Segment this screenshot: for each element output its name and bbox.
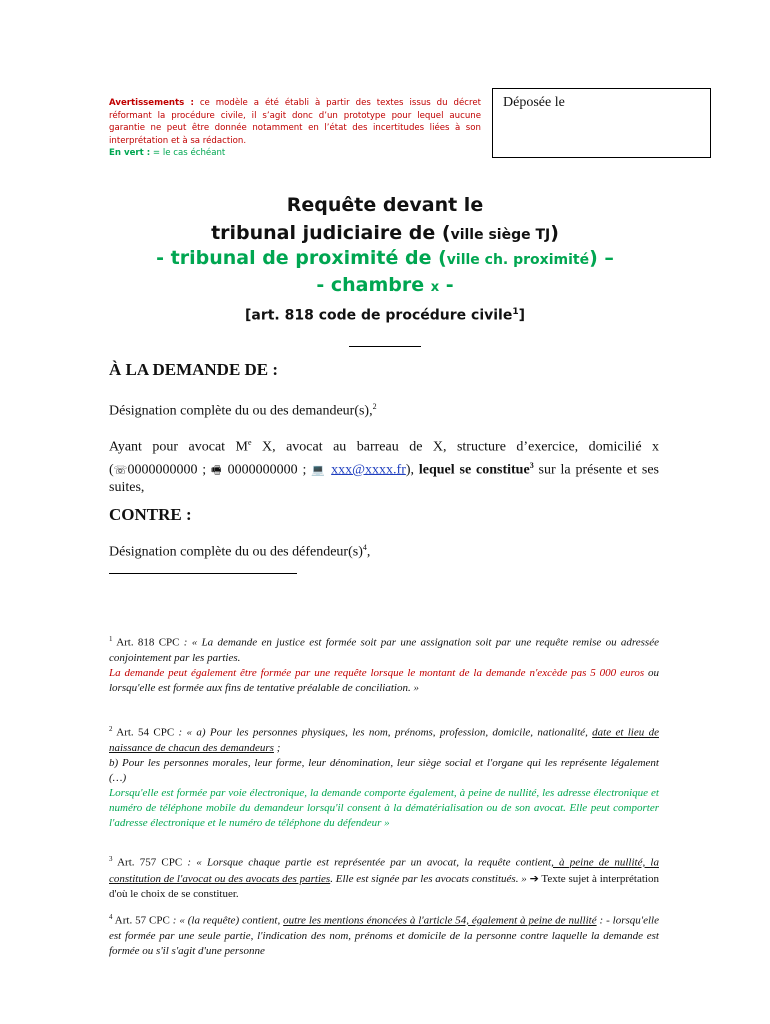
footnote-1-end: ou lorsqu'elle est formée aux fins de tentative préalable de conciliation. »: [109, 666, 660, 694]
footnote-3-text: : « Lorsque chaque partie est représentée par un avocat, la requête contient: [182, 856, 552, 869]
green-legend-label: En vert :: [109, 148, 151, 159]
title-line-1: [0, 194, 770, 216]
footnote-4-text-b: : - lorsqu'elle est formée par une seule partie, l'indication des nom, prénoms et domicile de la personne contre laquelle la demande est formée ou s'il s'agit d'une personne: [109, 914, 659, 957]
title-chamber-close: -: [439, 274, 454, 296]
warning-notice: [109, 97, 481, 160]
title-proximity: - tribunal de proximité de (: [156, 247, 447, 269]
footnote-1-number: 1: [109, 635, 113, 643]
phone-number: 0000000000 ;: [127, 462, 212, 478]
footnote-3-underline: , à peine de nullité, la constitution de l'avocat ou des avocats des parties: [109, 856, 659, 885]
footnote-2-text-a: : « a) Pour les personnes physiques, les nom, prénoms, profession, domicile, nationalité,: [174, 726, 593, 739]
section-heading-demand: À LA DEMANDE DE :: [109, 360, 279, 379]
footnote-ref-1[interactable]: 1: [512, 307, 519, 317]
warning-label: Avertissements :: [109, 98, 194, 108]
footnote-1-red-text: La demande peut également être formée par une requête lorsque le montant de la demande n'excède pas 5 000 euros: [109, 666, 645, 679]
footnote-2-text-b: ;: [273, 741, 281, 754]
footnote-4-underline: outre les mentions énoncées à l'article 54, également à peine de nullité: [283, 914, 597, 927]
footnote-3-number: 3: [109, 855, 113, 863]
phone-icon: ☏: [113, 463, 128, 477]
footnote-2-underline: date et lieu de naissance de chacun des demandeurs: [109, 726, 659, 754]
lawyer-text-4: sur la présente et ses suites,: [109, 462, 660, 496]
defendant-designation-text: Désignation complète du ou des défendeur(s): [109, 544, 363, 560]
fax-icon: 🖷: [211, 463, 223, 477]
warning-text: ce modèle a été établi à partir des textes issus du décret réformant la procédure civile, il s’agit donc d’un prototype pour lequel aucune garantie ne peut être donnée notamment en l’état des incertitudes liées à son interprétation et à sa rédaction.: [109, 98, 481, 146]
title-article: [art. 818 code de procédure civile: [244, 307, 513, 324]
email-link[interactable]: xxx@xxxx.fr: [331, 462, 406, 478]
title-proximity-city: ville ch. proximité: [446, 252, 590, 268]
deposit-label: Déposée le: [503, 95, 565, 110]
defendant-designation: [109, 539, 659, 562]
lawyer-text-3: ),: [405, 462, 419, 478]
footnote-4-number: 4: [109, 913, 113, 921]
footnote-3-plain: Texte sujet à interprétation d'où le choix de se constituer.: [109, 872, 659, 900]
footnote-2-article: Art. 54 CPC: [112, 726, 175, 739]
lawyer-paragraph: [109, 434, 659, 497]
title-text-1: Requête devant le: [286, 194, 484, 216]
title-separator: [349, 346, 421, 347]
section-heading-against: CONTRE :: [109, 505, 192, 524]
title-line-5: [0, 307, 770, 324]
footnote-ref-4[interactable]: 4: [362, 543, 367, 552]
title-line-2: [0, 222, 770, 244]
footnote-2-text-c: b) Pour les personnes morales, leur forme, leur dénomination, leur siège social et l'organe qui les représente légalement (…): [109, 756, 659, 784]
title-line-3: [0, 247, 770, 269]
title-chamber: - chambre: [316, 274, 431, 296]
arrow-icon: ➔: [529, 871, 539, 885]
title-article-close: ]: [518, 307, 526, 324]
lawyer-text-2: X, avocat au barreau de X, structure d’exercice, domicilié x (: [109, 439, 659, 478]
footnote-3-article: Art. 757 CPC: [112, 856, 183, 869]
footnote-2-green-text: Lorsqu'elle est formée par voie électronique, la demande comporte également, à peine de nullité, les adresse électronique et numéro de téléphone mobile du demandeur lorsqu'il consent à la dématérialisation ou de son avocat. Elle peut comporter l'adresse électronique et le numéro de téléphone du défendeur »: [109, 786, 659, 829]
footnote-3: [109, 852, 659, 902]
title-court-city: ville siège TJ: [450, 227, 551, 243]
title-court: tribunal judiciaire de (: [211, 222, 451, 244]
footnote-4-text: : « (la requête) contient,: [169, 914, 284, 927]
footnote-4-article: Art. 57 CPC: [112, 914, 170, 927]
footnote-1-article: Art. 818 CPC: [112, 636, 180, 649]
fax-number: 0000000000 ;: [222, 462, 312, 478]
demandant-designation-text: Désignation complète du ou des demandeur(s),: [109, 403, 373, 419]
title-proximity-close: ) –: [589, 247, 614, 269]
footnote-2-number: 2: [109, 725, 113, 733]
footnote-ref-3[interactable]: 3: [529, 460, 534, 470]
footnote-separator: [109, 573, 297, 574]
lawyer-title-sup: e: [247, 438, 252, 447]
computer-icon: 💻: [311, 463, 327, 477]
footnote-1: [109, 632, 659, 696]
title-line-4: [0, 274, 770, 296]
lawyer-text-1: Ayant pour avocat M: [109, 439, 248, 455]
footnote-2: [109, 722, 659, 831]
footnote-3-text-b: . Elle est signée par les avocats constitués. »: [330, 872, 530, 885]
deposit-date-box[interactable]: [492, 88, 711, 158]
footnote-ref-2[interactable]: 2: [372, 402, 377, 411]
title-court-close: ): [550, 222, 559, 244]
demandant-designation: [109, 398, 659, 421]
defendant-designation-end: ,: [366, 544, 371, 560]
footnote-4: [109, 910, 659, 959]
footnote-1-text: : « La demande en justice est formée soit par une assignation soit par une requête remise ou adressée conjointement par les parties.: [109, 636, 659, 664]
green-legend-text: = le cas échéant: [150, 148, 226, 159]
lawyer-constitue: lequel se constitue: [418, 462, 530, 478]
title-chamber-x: x: [430, 280, 440, 295]
